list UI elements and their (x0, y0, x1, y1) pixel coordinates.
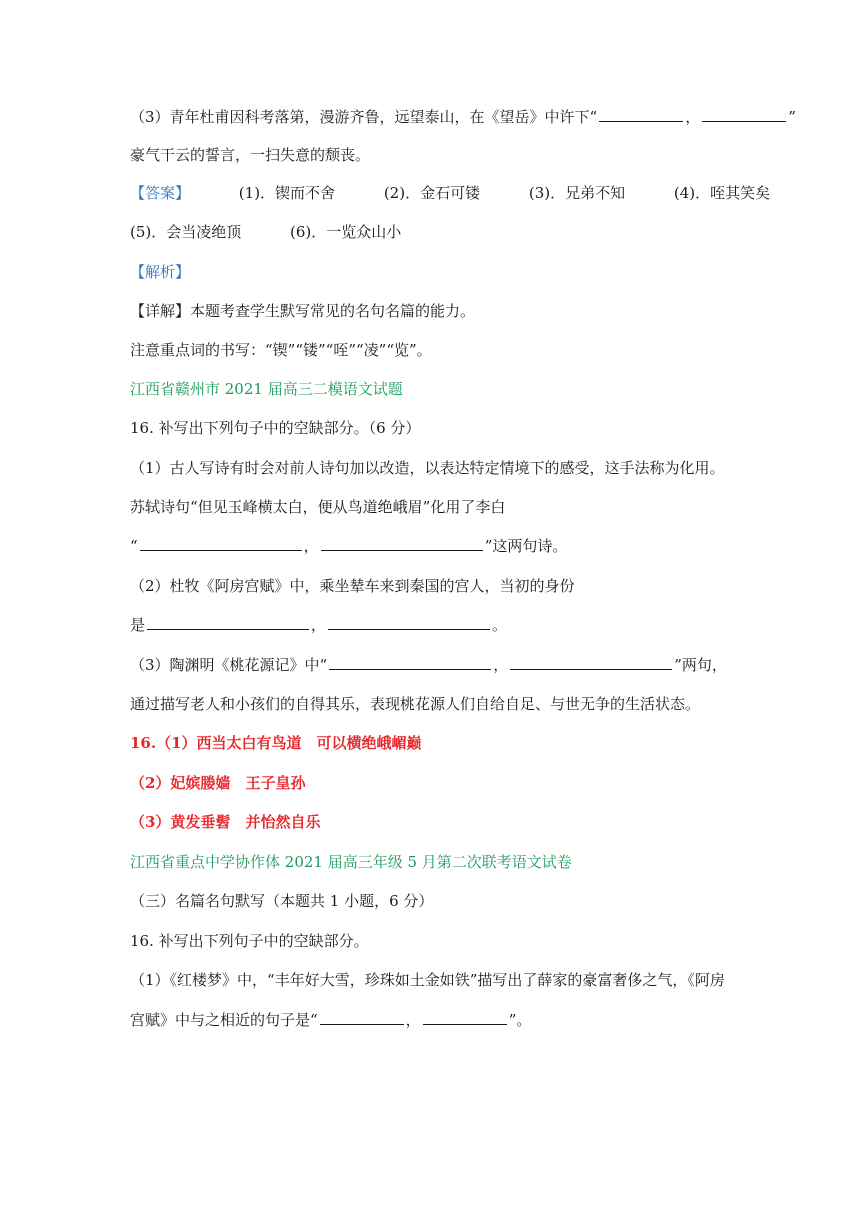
question-16b-title: 16. 补写出下列句子中的空缺部分。 (130, 932, 369, 950)
blank (329, 655, 491, 670)
prev-question-line1 (130, 106, 796, 128)
analysis-label: 【解析】 (130, 263, 191, 281)
text: （3）青年杜甫因科考落第，漫游齐鲁，远望泰山，在《望岳》中许下“ (130, 108, 598, 126)
question-16-part1-line2: 苏轼诗句“但见玉峰横太白，便从鸟道绝峨眉”化用了李白 (130, 498, 506, 516)
text: ”。 (508, 1011, 532, 1029)
question-16-part2-line2 (130, 614, 760, 636)
text: 宫赋》中与之相近的句子是“ (130, 1011, 318, 1029)
answer-item: (5)．会当凌绝顶 (130, 223, 242, 241)
blank (320, 1010, 404, 1025)
blank (328, 615, 490, 630)
analysis-note: 注意重点词的书写：“锲”“镂”“咥”“凌”“览”。 (130, 341, 432, 359)
question-16-title: 16. 补写出下列句子中的空缺部分。（6 分） (130, 419, 421, 437)
blank (702, 107, 786, 122)
question-16-part3-line2: 通过描写老人和小孩们的自得其乐，表现桃花源人们自给自足、与世无争的生活状态。 (130, 695, 701, 713)
question-16-part1-line3 (130, 535, 760, 557)
text: 。 (492, 616, 508, 634)
text: ， (685, 108, 701, 126)
blank (321, 536, 483, 551)
text: ” (788, 108, 796, 126)
answer-item: (3)．兄弟不知 (528, 184, 626, 202)
question-16-part1-line1: （1）古人写诗有时会对前人诗句加以改造，以表达特定情境下的感受，这手法称为化用。 (130, 459, 725, 477)
analysis-detail: 【详解】本题考查学生默写常见的名句名篇的能力。 (130, 302, 476, 320)
answer-row1 (130, 182, 771, 204)
answer-item: (6)．一览众山小 (290, 223, 402, 241)
answer-item: (4)．咥其笑矣 (673, 184, 771, 202)
text: ”两句， (674, 656, 727, 674)
answer-label: 【答案】 (130, 184, 191, 202)
text: ， (311, 616, 327, 634)
text: （3）陶渊明《桃花源记》中“ (130, 656, 328, 674)
answer-16-part3: （3）黄发垂髫 并怡然自乐 (130, 813, 321, 831)
text: ， (303, 537, 319, 555)
answer-item: (2)．金石可镂 (383, 184, 481, 202)
blank (510, 655, 672, 670)
blank (423, 1010, 507, 1025)
source-title-2: 江西省重点中学协作体 2021 届高三年级 5 月第二次联考语文试卷 (130, 853, 572, 871)
blank (140, 536, 302, 551)
text: 是 (130, 616, 146, 634)
text: “ (130, 537, 138, 555)
question-16b-line2 (130, 1009, 760, 1031)
text: ， (405, 1011, 421, 1029)
section-heading: （三）名篇名句默写（本题共 1 小题，6 分） (130, 892, 434, 910)
blank (599, 107, 683, 122)
answer-row2 (130, 221, 760, 243)
source-title-1: 江西省赣州市 2021 届高三二模语文试题 (130, 380, 403, 398)
answer-16-part2: （2）妃嫔媵嫱 王子皇孙 (130, 774, 306, 792)
blank (147, 615, 309, 630)
question-16-part3-line1 (130, 654, 760, 676)
text: ， (493, 656, 509, 674)
prev-question-line2: 豪气干云的誓言，一扫失意的颓丧。 (130, 146, 371, 164)
question-16b-line1: （1）《红楼梦》中，“丰年好大雪，珍珠如土金如铁”描写出了薛家的豪富奢侈之气，《阿房 (130, 971, 725, 989)
text: ”这两句诗。 (484, 537, 568, 555)
question-16-part2-line1: （2）杜牧《阿房宫赋》中，乘坐辇车来到秦国的宫人，当初的身份 (130, 577, 575, 595)
answer-item: (1)．锲而不舍 (238, 184, 336, 202)
answer-16-part1: 16.（1）西当太白有鸟道 可以横绝峨嵋巅 (130, 734, 422, 752)
